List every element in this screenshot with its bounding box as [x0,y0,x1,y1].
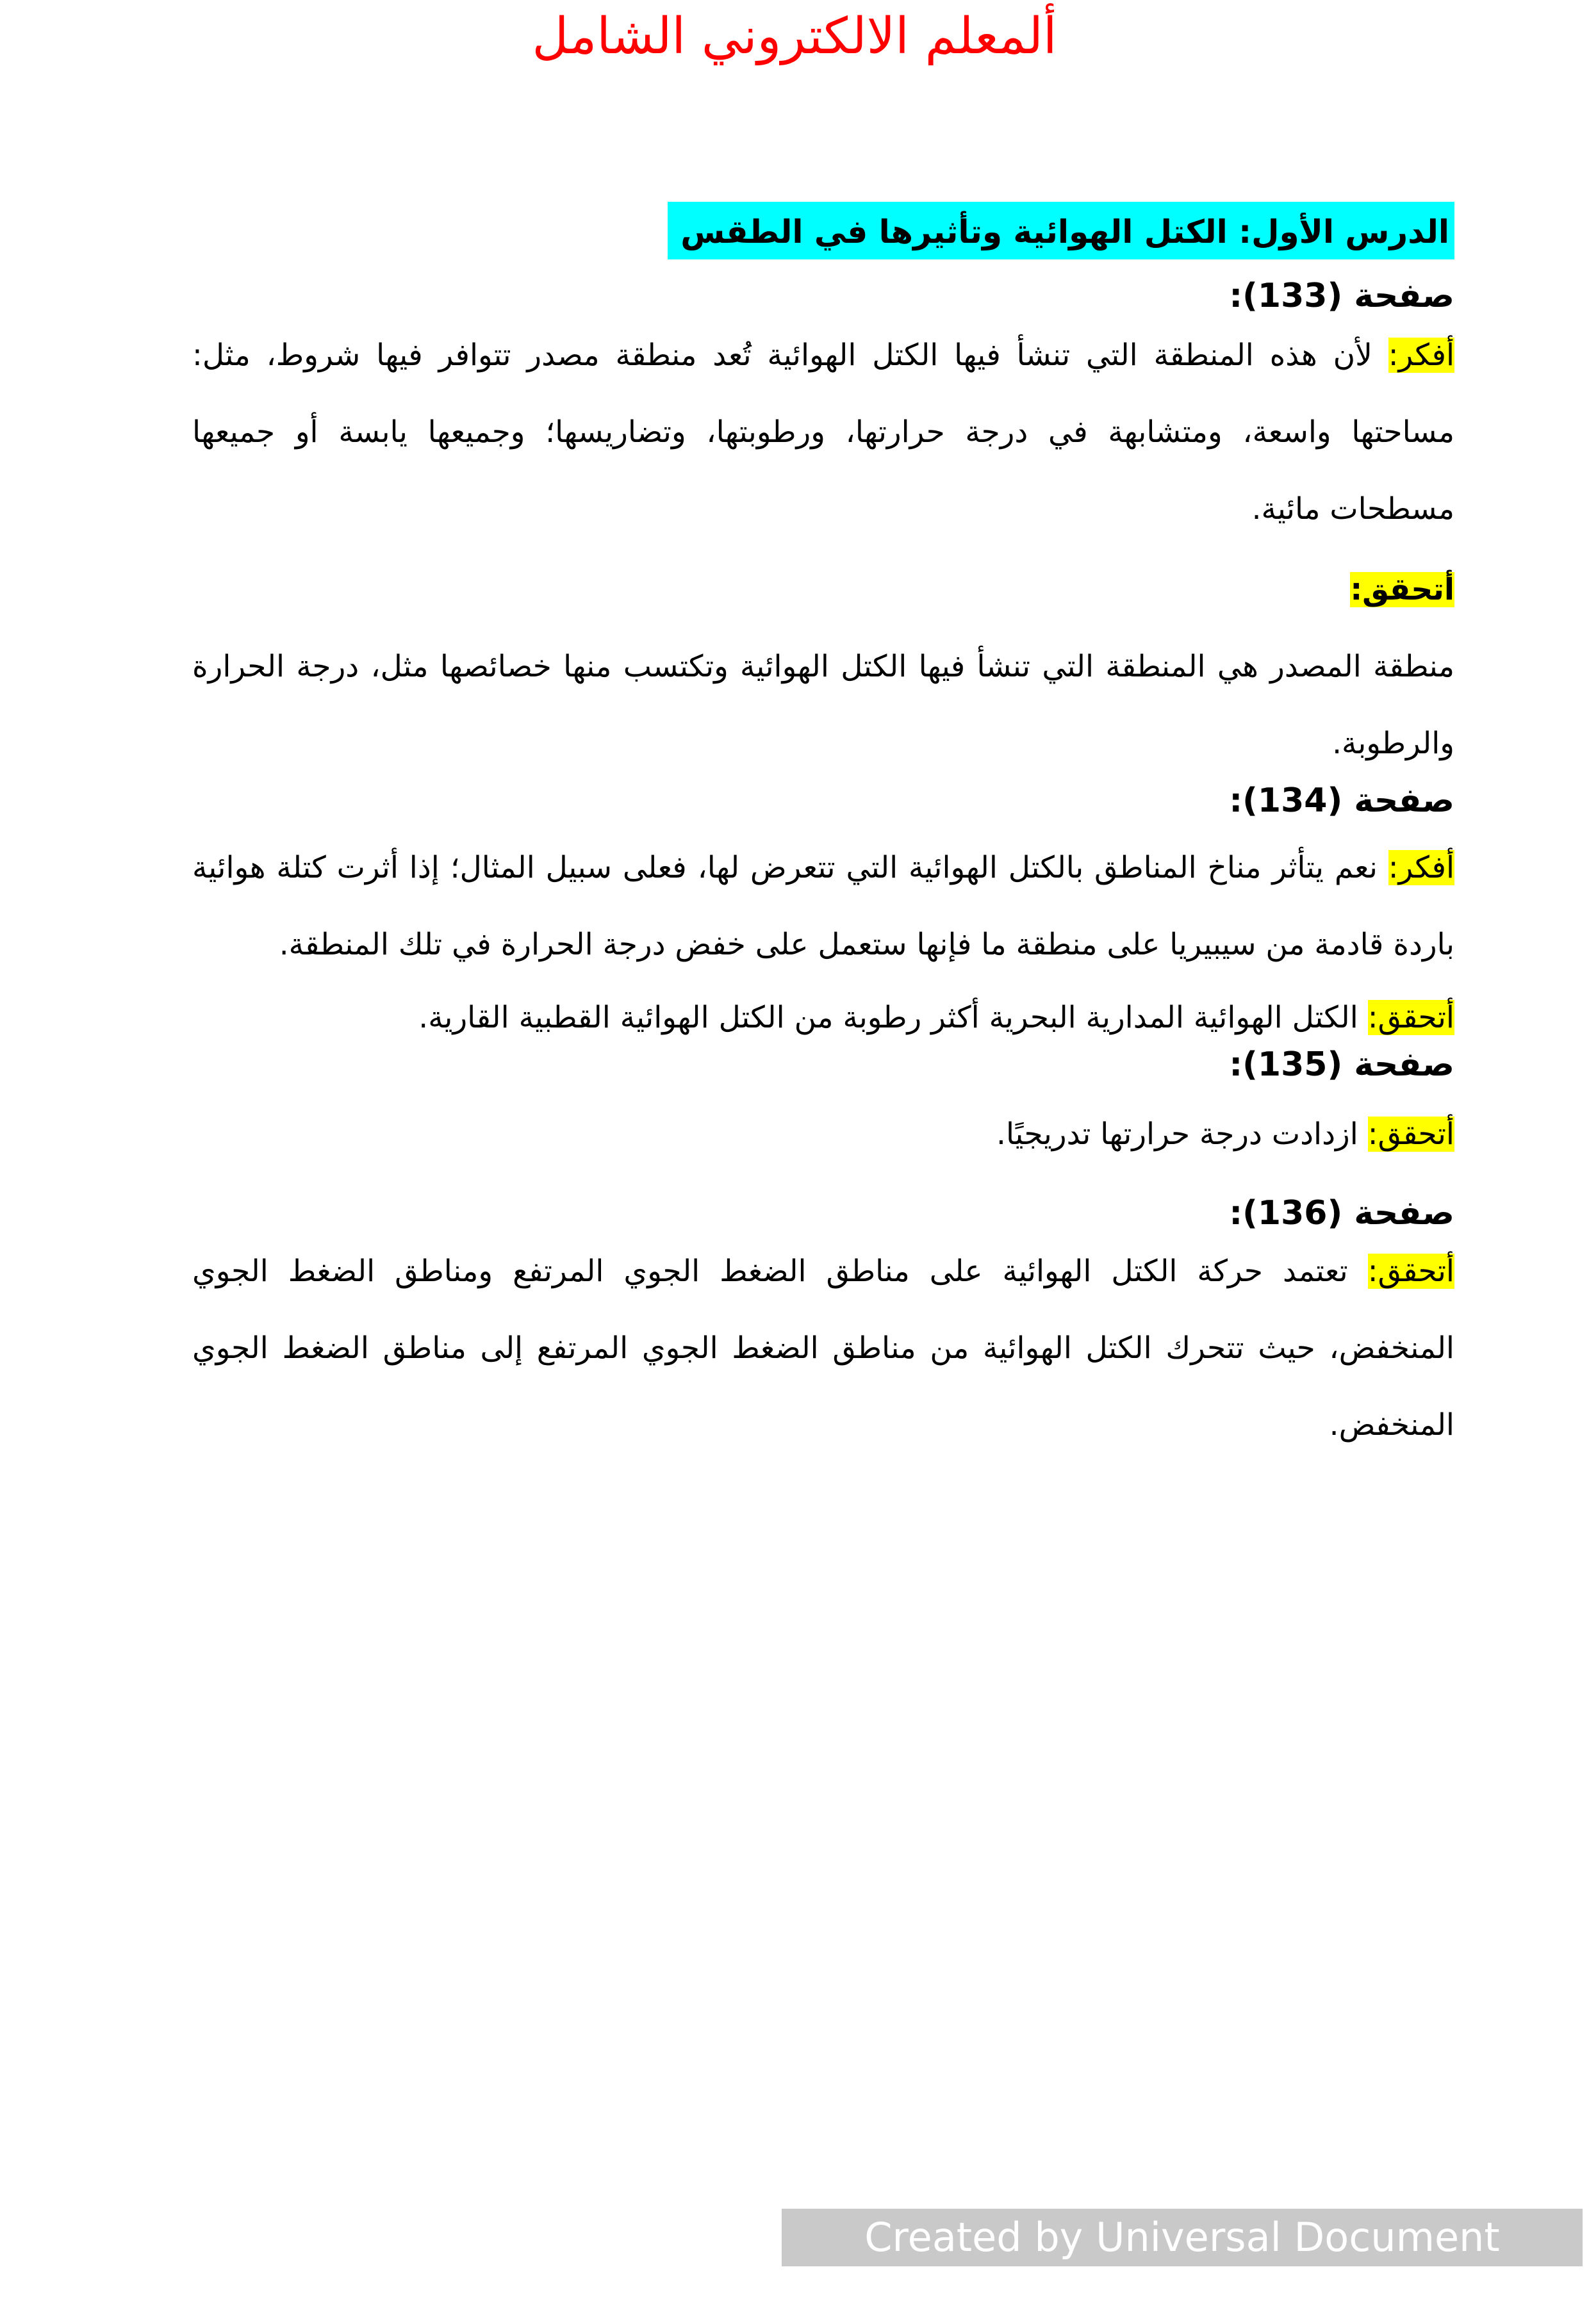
answer-text: نعم يتأثر مناخ المناطق بالكتل الهوائية التي تتعرض لها، فعلى سبيل المثال؛ إذا أثرت كتلة هوائية باردة قادمة من سيبيريا على منطقة ما فإنها ستعمل على خفض درجة الحرارة في تلك المنطقة. [192,850,1454,962]
site-title: ألمعلم الالكتروني الشامل [532,8,1057,65]
answer-label-verify: أتحقق: [1367,1000,1454,1035]
answer-paragraph [192,1096,1454,1173]
section-heading-133: صفحة (133): [1229,277,1454,315]
answer-text: ازدادت درجة حرارتها تدريجيًا. [996,1117,1368,1152]
answer-label-line [192,552,1454,628]
answer-paragraph [192,628,1454,782]
answer-label-think: أفكر: [1388,338,1454,373]
converter-watermark: Created by Universal Document Converter [782,2209,1583,2266]
lesson-title: الدرس الأول: الكتل الهوائية وتأثيرها في الطقس [668,202,1454,259]
answer-paragraph [192,1233,1454,1464]
answer-text: تعتمد حركة الكتل الهوائية على مناطق الضغط الجوي المرتفع ومناطق الضغط الجوي المنخفض، حيث تتحرك الكتل الهوائية من مناطق الضغط الجوي المرتفع إلى مناطق الضغط الجوي المنخفض. [192,1254,1454,1443]
section-heading-134: صفحة (134): [1229,781,1454,820]
answer-text: منطقة المصدر هي المنطقة التي تنشأ فيها الكتل الهوائية وتكتسب منها خصائصها مثل، درجة الحرارة والرطوبة. [192,649,1454,761]
document-body [192,202,1454,1464]
answer-label-verify: أتحقق: [1367,1117,1454,1152]
answer-label-verify: أتحقق: [1367,1254,1454,1289]
answer-label-think: أفكر: [1388,850,1454,885]
answer-label-verify: أتحقق: [1350,572,1454,607]
section-heading-135: صفحة (135): [1229,1045,1454,1084]
answer-text: الكتل الهوائية المدارية البحرية أكثر رطوبة من الكتل الهوائية القطبية القارية. [418,1000,1368,1035]
answer-paragraph [192,830,1454,983]
answer-paragraph [192,317,1454,548]
section-heading-136: صفحة (136): [1229,1194,1454,1232]
answer-text: لأن هذه المنطقة التي تنشأ فيها الكتل الهوائية تُعد منطقة مصدر تتوافر فيها شروط، مثل: مساحتها واسعة، ومتشابهة في درجة حرارتها، ورطوبتها، وتضاريسها؛ وجميعها يابسة أو جميعها مسطحات مائية. [192,338,1454,527]
